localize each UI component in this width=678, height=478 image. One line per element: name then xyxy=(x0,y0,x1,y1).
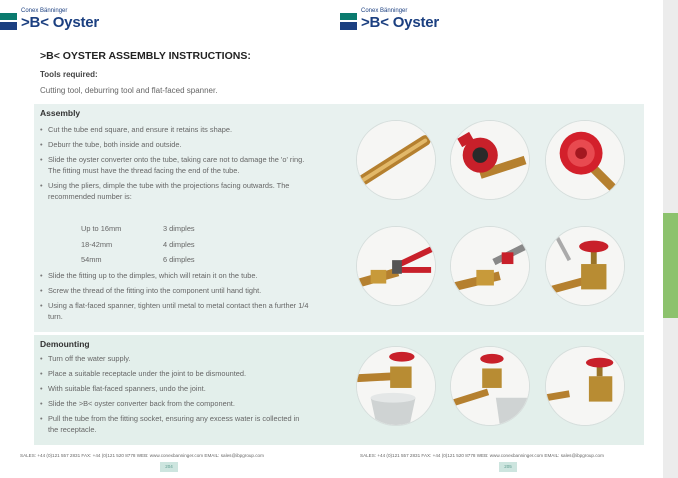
dimple-count: 4 dimples xyxy=(163,239,195,249)
cutter-photo xyxy=(450,120,530,200)
dimple-count: 3 dimples xyxy=(163,224,195,233)
brand-name: Conex Bänninger xyxy=(361,8,408,14)
dimpling-pliers-icon xyxy=(357,227,435,305)
brand-name: Conex Bänninger xyxy=(21,8,68,14)
demounting-steps xyxy=(40,353,310,439)
valve-receptacle-icon xyxy=(357,347,435,425)
list-item: • Slide the oyster converter onto the tube, taking care not to damage the 'o' ring. The fitting must have the thread facing the end of the tube. xyxy=(40,154,310,176)
footer-contact-left: SALES: +44 (0)121 557 2831 FAX: +44 (0)121 520 8778 WEB: www.conexbanninger.com EMAIL: sales@ibpgroup.com xyxy=(20,453,264,458)
tools-text: Cutting tool, deburring tool and flat-faced spanner. xyxy=(40,86,218,95)
deburring-tool-icon xyxy=(546,121,624,199)
conex-logo-left xyxy=(0,8,99,31)
footer-contact-right: SALES: +44 (0)121 557 2831 FAX: +44 (0)121 520 8778 WEB: www.conexbanninger.com EMAIL: sales@ibpgroup.com xyxy=(360,453,604,458)
section-tab xyxy=(663,213,678,318)
list-item: • Pull the tube from the fitting socket, ensuring any excess water is collected in the receptacle. xyxy=(40,413,310,435)
deburr-photo xyxy=(545,120,625,200)
assembly-steps-continued xyxy=(40,270,310,326)
table-row xyxy=(81,240,195,256)
dimples-table xyxy=(81,224,195,271)
tools-label: Tools required: xyxy=(40,70,98,79)
assembly-heading: Assembly xyxy=(40,108,81,118)
pipe-cutter-icon xyxy=(451,121,529,199)
list-item: • Slide the >B< oyster converter back from the component. xyxy=(40,398,310,409)
list-item: • Slide the fitting up to the dimples, which will retain it on the tube. xyxy=(40,270,310,281)
list-item: • Using a flat-faced spanner, tighten until metal to metal contact then a further 1/4 turn. xyxy=(40,300,310,322)
valve-icon xyxy=(546,227,624,305)
demount-photo-1 xyxy=(356,346,436,426)
product-name: >B< Oyster xyxy=(361,14,440,31)
pliers-photo xyxy=(356,226,436,306)
dimple-count: 6 dimples xyxy=(163,255,195,264)
demount-photo-3 xyxy=(545,346,625,426)
product-name: >B< Oyster xyxy=(21,14,100,31)
brand-mark-icon xyxy=(0,13,17,30)
table-row xyxy=(81,224,195,240)
brand-mark-icon xyxy=(340,13,357,30)
list-item: • Place a suitable receptacle under the joint to be dismounted. xyxy=(40,368,310,379)
table-row xyxy=(81,255,195,271)
list-item: • Screw the thread of the fitting into the component until hand tight. xyxy=(40,285,310,296)
dimple-size: 18-42mm xyxy=(81,239,113,249)
tube-photo xyxy=(356,120,436,200)
list-item: • Using the pliers, dimple the tube with the projections facing outwards. The recommended number is: xyxy=(40,180,310,202)
list-item: • Turn off the water supply. xyxy=(40,353,310,364)
page-title: >B< OYSTER ASSEMBLY INSTRUCTIONS: xyxy=(40,50,251,62)
valve-receptacle-icon xyxy=(451,347,529,425)
list-item: • Deburr the tube, both inside and outside. xyxy=(40,139,310,150)
page-number-right: 205 xyxy=(499,462,517,472)
assembly-steps xyxy=(40,124,310,206)
page-number-left: 204 xyxy=(160,462,178,472)
list-item: • With suitable flat-faced spanners, undo the joint. xyxy=(40,383,310,394)
demount-photo-2 xyxy=(450,346,530,426)
spanner-icon xyxy=(451,227,529,305)
dimple-size: Up to 16mm xyxy=(81,224,122,233)
valve-removed-icon xyxy=(546,347,624,425)
demounting-heading: Demounting xyxy=(40,339,90,349)
list-item: • Cut the tube end square, and ensure it retains its shape. xyxy=(40,124,310,135)
valve-photo xyxy=(545,226,625,306)
copper-tube-icon xyxy=(357,121,435,199)
conex-logo-right xyxy=(340,8,439,31)
dimple-size: 54mm xyxy=(81,255,102,264)
spanner-photo xyxy=(450,226,530,306)
